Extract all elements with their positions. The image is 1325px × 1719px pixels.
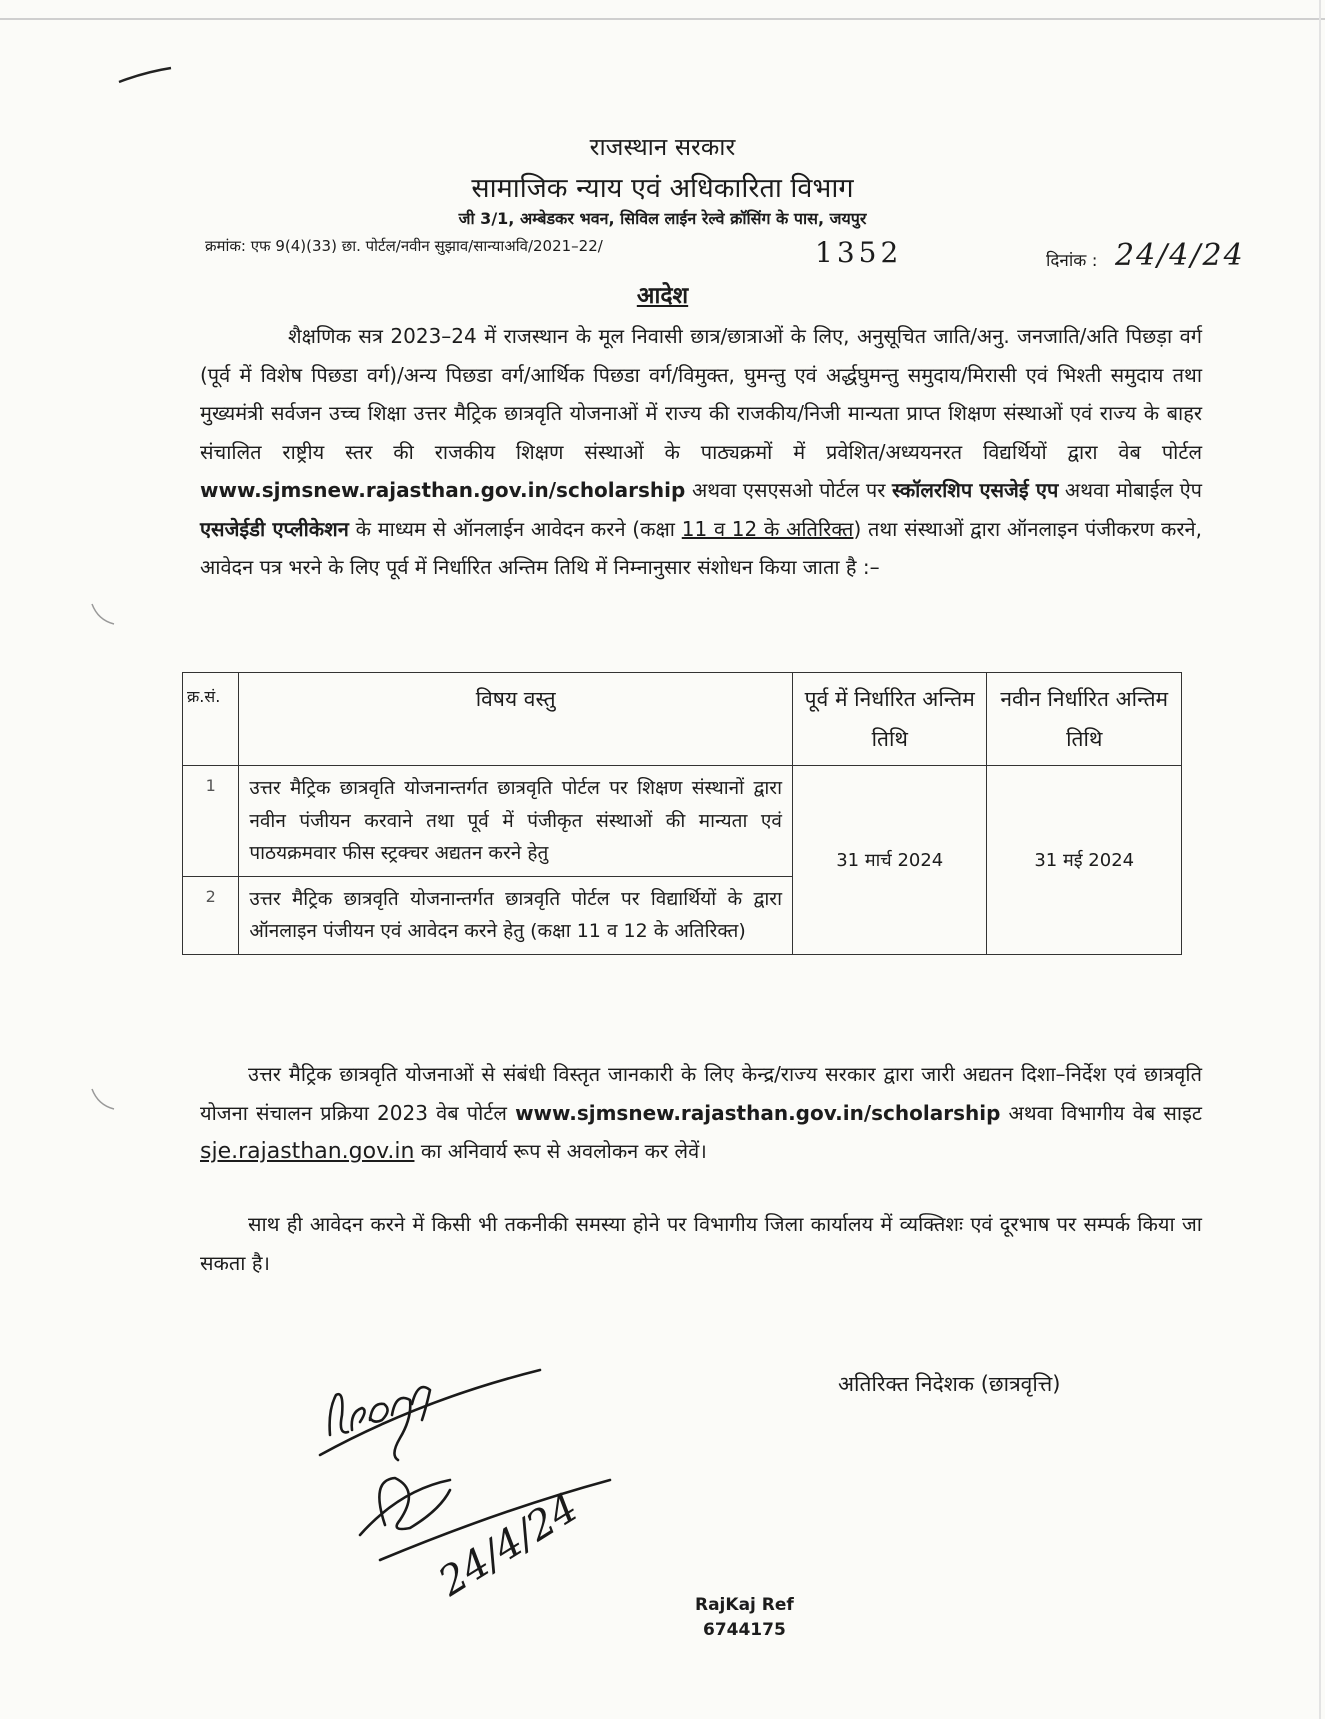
file-reference: क्रमांक: एफ 9(4)(33) छा. पोर्टल/नवीन सुझाव/सान्याअवि/2021–22/	[205, 237, 603, 255]
row-subject: उत्तर मैट्रिक छात्रवृति योजनान्तर्गत छात्रवृति पोर्टल पर शिक्षण संस्थानों द्वारा नवीन पंजीयन करवाने तथा पूर्व में पंजीकृत संस्थाओं की मान्यता एवं पाठयक्रमवार फीस स्ट्रक्चर अद्यतन करने हेतु	[239, 766, 793, 877]
department-title: सामाजिक न्याय एवं अधिकारिता विभाग	[471, 173, 854, 204]
rajkaj-number: 6744175	[702, 1620, 786, 1640]
order-title: आदेश	[636, 283, 689, 309]
order-paragraph-3: साथ ही आवेदन करने में किसी भी तकनीकी समस्या होने पर विभागीय जिला कार्यालय में व्यक्तिशः एवं दूरभाष पर सम्पर्क किया जा सकता है।	[200, 1212, 1202, 1275]
para1-text-5: ) तथा संस्थाओं द्वारा ऑनलाइन पंजीकरण करने, आवेदन पत्र भरने के लिए पूर्व में निर्धारित अन्तिम तिथि में निम्नानुसार संशोधन किया जाता है :–	[200, 516, 1203, 579]
date-label: दिनांक :	[1046, 251, 1098, 271]
rajkaj-label: RajKaj Ref	[695, 1595, 794, 1615]
para1-portal-url: www.sjmsnew.rajasthan.gov.in/scholarship	[200, 478, 686, 502]
punch-mark-left-2	[88, 1085, 118, 1115]
para2-text-1: उत्तर मैट्रिक छात्रवृति योजनाओं से संबंधी विस्तृत जानकारी के लिए केन्द्र/राज्य सरकार द्वारा जारी अद्यतन दिशा–निर्देश एवं छात्रवृति योजना संचालन प्रक्रिया 2023 वेब पोर्टल	[200, 1062, 1202, 1125]
department-website: sje.rajasthan.gov.in	[200, 1139, 415, 1164]
date-value: 24/4/24	[1115, 238, 1245, 273]
para1-underlined-text: 11 व 12 के अतिरिक्त	[681, 516, 854, 541]
dispatch-number: 1352	[815, 236, 903, 269]
handwritten-signature	[300, 1360, 660, 1630]
row-number: 2	[183, 876, 239, 954]
new-deadline: 31 मई 2024	[987, 766, 1182, 955]
header-subject: विषय वस्तु	[239, 673, 793, 766]
department-address: जी 3/1, अम्बेडकर भवन, सिविल लाईन रेल्वे क्रॉसिंग के पास, जयपुर	[458, 209, 867, 228]
para1-text-2: अथवा एसएसओ पोर्टल पर	[691, 478, 886, 502]
para1-text-3: अथवा मोबाईल ऐप	[1064, 478, 1203, 502]
order-paragraph-1	[200, 317, 1202, 587]
row-number: 1	[183, 766, 239, 877]
order-paragraph-2	[200, 1055, 1202, 1172]
header-new-date: नवीन निर्धारित अन्तिम तिथि	[987, 673, 1182, 766]
signature-date: 24/4/24	[430, 1484, 587, 1606]
signatory-designation: अतिरिक्त निदेशक (छात्रवृत्ति)	[838, 1372, 1061, 1396]
para1-text-4: के माध्यम से ऑनलाईन आवेदन करने (कक्षा	[355, 516, 675, 541]
rajkaj-reference	[695, 1593, 794, 1643]
govt-title: राजस्थान सरकार	[589, 133, 736, 161]
para1-text-1: शैक्षणिक सत्र 2023–24 में राजस्थान के मूल निवासी छात्र/छात्राओं के लिए, अनुसूचित जाति/अनु. जनजाति/अति पिछड़ा वर्ग (पूर्व में विशेष पिछडा वर्ग)/अन्य पिछडा वर्ग/आर्थिक पिछडा वर्ग/विमुक्त, घुमन्तु एवं अर्द्धघुमन्तु समुदाय/मिरासी एवं भिश्ती समुदाय तथा मुख्यमंत्री सर्वजन उच्च शिक्षा उत्तर मैट्रिक छात्रवृति योजनाओं में राज्य की राजकीय/निजी मान्यता प्राप्त शिक्षण संस्थाओं एवं राज्य के बाहर संचालित राष्ट्रीय स्तर की राजकीय शिक्षण संस्थाओं के पाठ्यक्रमों में प्रवेशित/अध्ययनरत विद्यर्थियों द्वारा वेब पोर्टल	[200, 324, 1202, 464]
para2-portal-url: www.sjmsnew.rajasthan.gov.in/scholarship	[515, 1100, 1001, 1125]
para1-app-name-1: स्कॉलरशिप एसजेई एप	[892, 478, 1059, 502]
punch-mark-left-1	[88, 600, 118, 630]
para1-app-name-2: एसजेईडी एप्लीकेशन	[200, 516, 349, 541]
table-header-row	[183, 673, 1182, 766]
table-row	[183, 766, 1182, 877]
para2-text-2: अथवा विभागीय वेब साइट	[1008, 1100, 1203, 1125]
header-old-date: पूर्व में निर्धारित अन्तिम तिथि	[793, 673, 987, 766]
top-edge-line	[0, 18, 1325, 20]
row-subject: उत्तर मैट्रिक छात्रवृति योजनान्तर्गत छात्रवृति पोर्टल पर विद्यार्थियों के द्वारा ऑनलाइन पंजीयन एवं आवेदन करने हेतु (कक्षा 11 व 12 के अतिरिक्त)	[239, 876, 793, 954]
old-deadline: 31 मार्च 2024	[793, 766, 987, 955]
right-edge-line	[1319, 0, 1321, 1719]
schedule-table	[182, 672, 1182, 955]
order-heading	[0, 278, 1325, 310]
pen-mark-top-left	[115, 60, 175, 90]
para2-text-3: का अनिवार्य रूप से अवलोकन कर लेवें।	[420, 1139, 707, 1163]
header-serial: क्र.सं.	[183, 673, 239, 766]
